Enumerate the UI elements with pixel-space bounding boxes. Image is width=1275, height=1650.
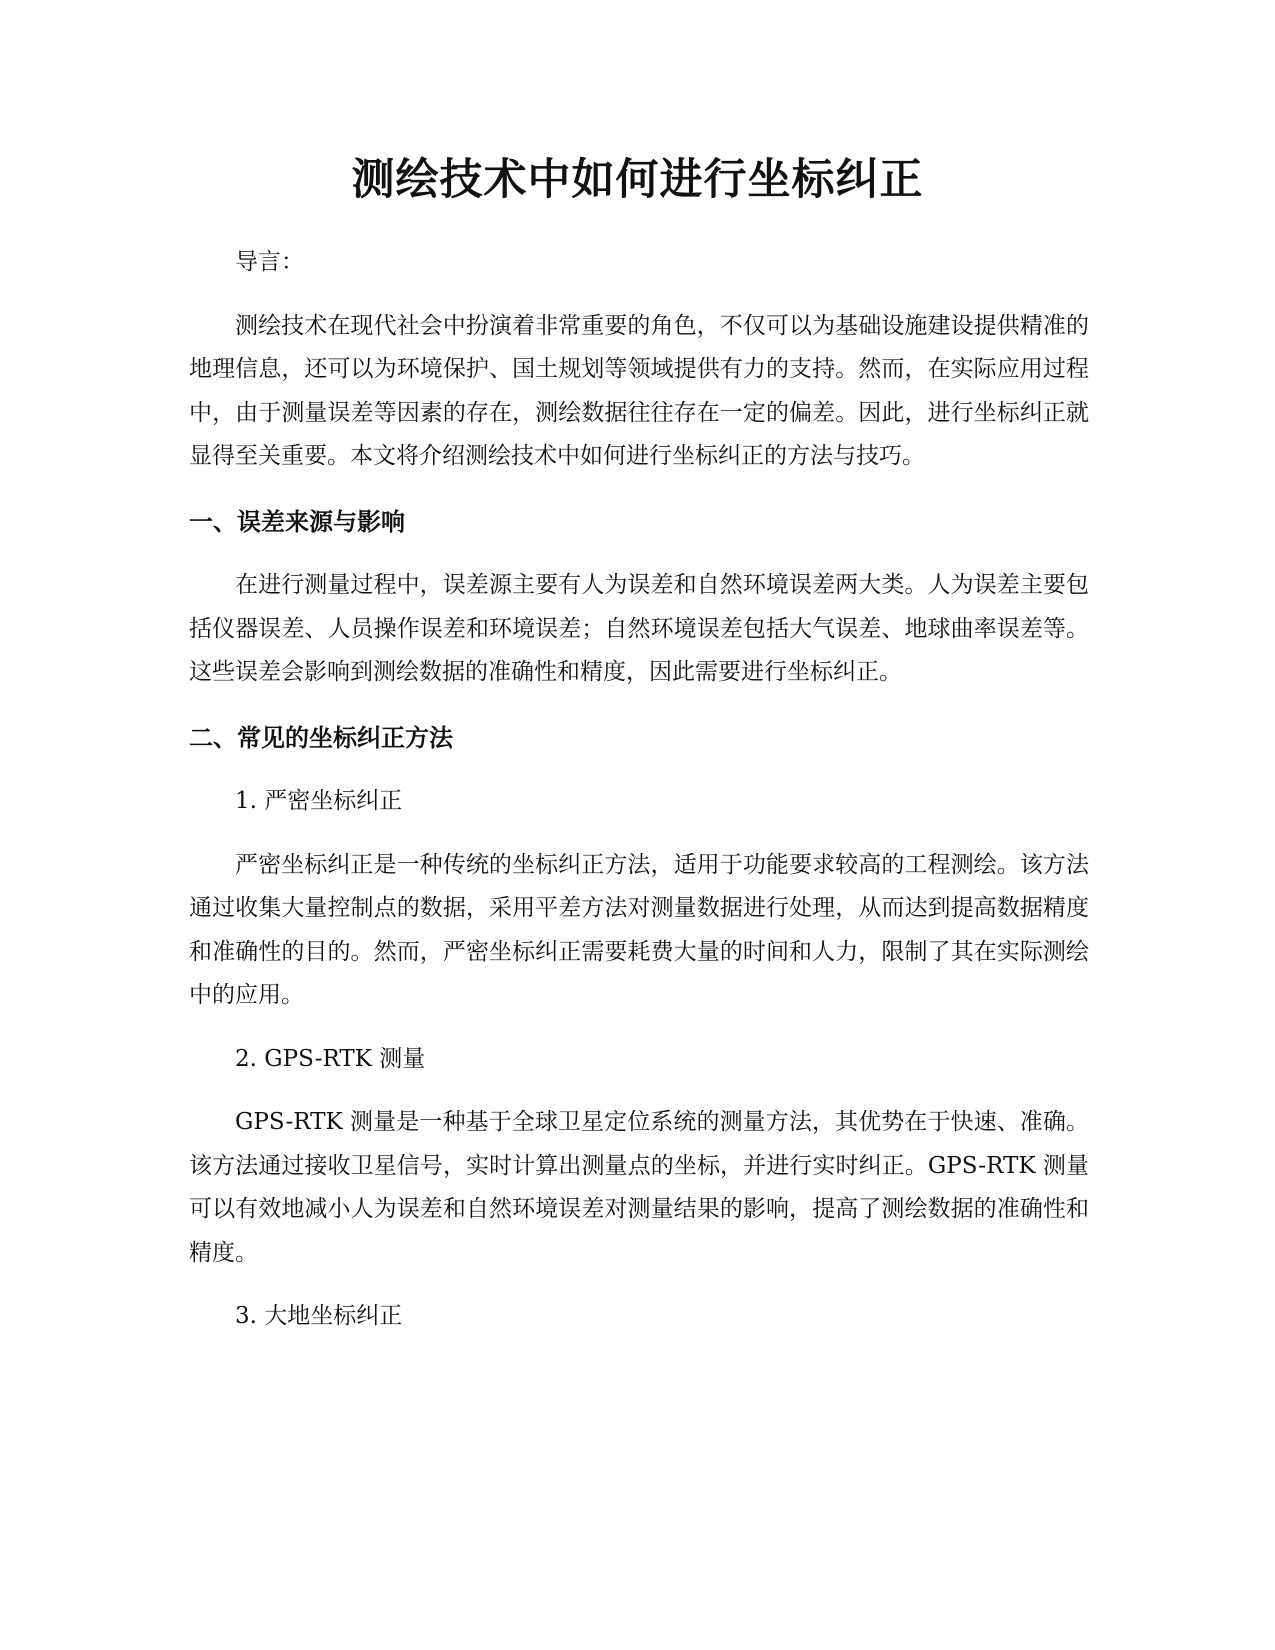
method2-label: 2. GPS-RTK 测量: [235, 1045, 426, 1072]
page-title: 测绘技术中如何进行坐标纠正: [351, 155, 924, 205]
intro-paragraph: 测绘技术在现代社会中扮演着非常重要的角色，不仅可以为基础设施建设提供精准的地理信息，还可以为环境保护、国土规划等领域提供有力的支持。然而，在实际应用过程中，由于测量误差等因素的存在，测绘数据往往存在一定的偏差。因此，进行坐标纠正就显得至关重要。本文将介绍测绘技术中如何进行坐标纠正的方法与技巧。: [189, 312, 1089, 469]
method1-paragraph: 严密坐标纠正是一种传统的坐标纠正方法，适用于功能要求较高的工程测绘。该方法通过收集大量控制点的数据，采用平差方法对测量数据进行处理，从而达到提高数据精度和准确性的目的。然而，严密坐标纠正需要耗费大量的时间和人力，限制了其在实际测绘中的应用。: [189, 851, 1089, 1008]
intro-label: 导言：: [235, 249, 304, 275]
method2-paragraph: GPS-RTK 测量是一种基于全球卫星定位系统的测量方法，其优势在于快速、准确。该方法通过接收卫星信号，实时计算出测量点的坐标，并进行实时纠正。GPS-RTK 测量可以有效地减小人为误差和自然环境误差对测量结果的影响，提高了测绘数据的准确性和精度。: [189, 1109, 1089, 1266]
method3-label: 3. 大地坐标纠正: [235, 1303, 403, 1329]
document-body: [189, 241, 1089, 1339]
section1-heading: 一、误差来源与影响: [189, 507, 405, 536]
section2-heading: 二、常见的坐标纠正方法: [189, 723, 453, 752]
method1-label: 1. 严密坐标纠正: [235, 788, 403, 814]
section1-paragraph: 在进行测量过程中，误差源主要有人为误差和自然环境误差两大类。人为误差主要包括仪器误差、人员操作误差和环境误差；自然环境误差包括大气误差、地球曲率误差等。这些误差会影响到测绘数据的准确性和精度，因此需要进行坐标纠正。: [189, 572, 1089, 685]
